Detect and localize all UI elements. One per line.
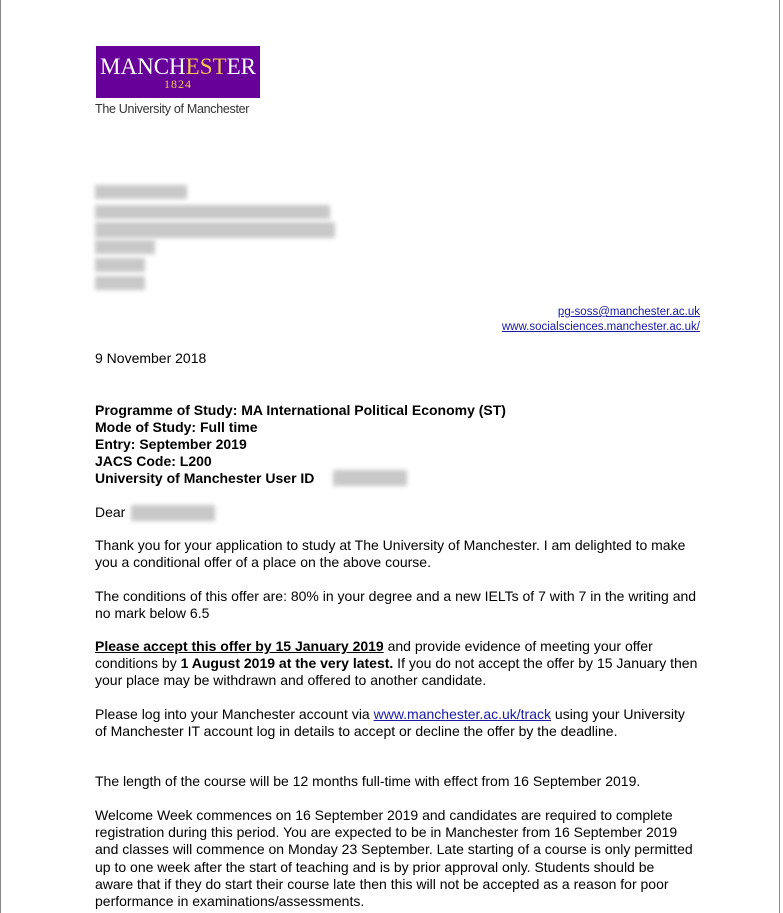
mode-line: Mode of Study: Full time bbox=[95, 419, 258, 435]
programme-line: Programme of Study: MA International Political Economy (ST) bbox=[95, 402, 506, 418]
page-right-border bbox=[779, 0, 780, 913]
jacs-line: JACS Code: L200 bbox=[95, 453, 212, 469]
user-id-line: University of Manchester User ID bbox=[95, 470, 315, 486]
university-name: The University of Manchester bbox=[95, 102, 250, 116]
course-length-paragraph: The length of the course will be 12 months full-time with effect from 16 September 2019. bbox=[95, 773, 641, 789]
login-paragraph: Please log into your Manchester account via www.manchester.ac.uk/track using your University of Manchester IT account log in details to accept or decline the offer by the deadline. bbox=[95, 706, 685, 740]
letter-date: 9 November 2018 bbox=[95, 350, 207, 366]
contact-website-link[interactable]: www.socialsciences.manchester.ac.uk/ bbox=[501, 321, 700, 333]
redacted-user-id bbox=[333, 470, 407, 486]
salutation: Dear bbox=[95, 504, 126, 520]
redacted-name bbox=[131, 505, 215, 521]
page-left-border bbox=[0, 0, 1, 913]
accept-paragraph: Please accept this offer by 15 January 2019 and provide evidence of meeting your offer conditions by 1 August 2019 at the very latest. If you do not accept the offer by 15 January then your place may be withdrawn and offered to another candidate. bbox=[95, 638, 698, 689]
track-link[interactable]: www.manchester.ac.uk/track bbox=[373, 706, 552, 722]
logo-wordmark: MANCHESTER bbox=[100, 54, 256, 79]
conditions-paragraph: The conditions of this offer are: 80% in your degree and a new IELTs of 7 with 7 in the writing and no mark below 6.5 bbox=[95, 588, 697, 622]
entry-line: Entry: September 2019 bbox=[95, 436, 247, 452]
welcome-paragraph: Welcome Week commences on 16 September 2019 and candidates are required to complete registration during this period. You are expected to be in Manchester from 16 September 2019 and classes will commence on Monday 23 September. Late starting of a course is only permitted up to one week after the start of teaching and is by prior approval only. Students should be aware that if they do start their course late then this will not be accepted as a reason for poor performance in examinations/assessments. bbox=[95, 807, 693, 910]
university-logo bbox=[96, 46, 260, 98]
thanks-paragraph: Thank you for your application to study at The University of Manchester. I am delighted to make you a conditional offer of a place on the above course. bbox=[95, 537, 686, 571]
logo-year: 1824 bbox=[164, 77, 192, 91]
contact-email-link[interactable]: pg-soss@manchester.ac.uk bbox=[557, 306, 700, 318]
